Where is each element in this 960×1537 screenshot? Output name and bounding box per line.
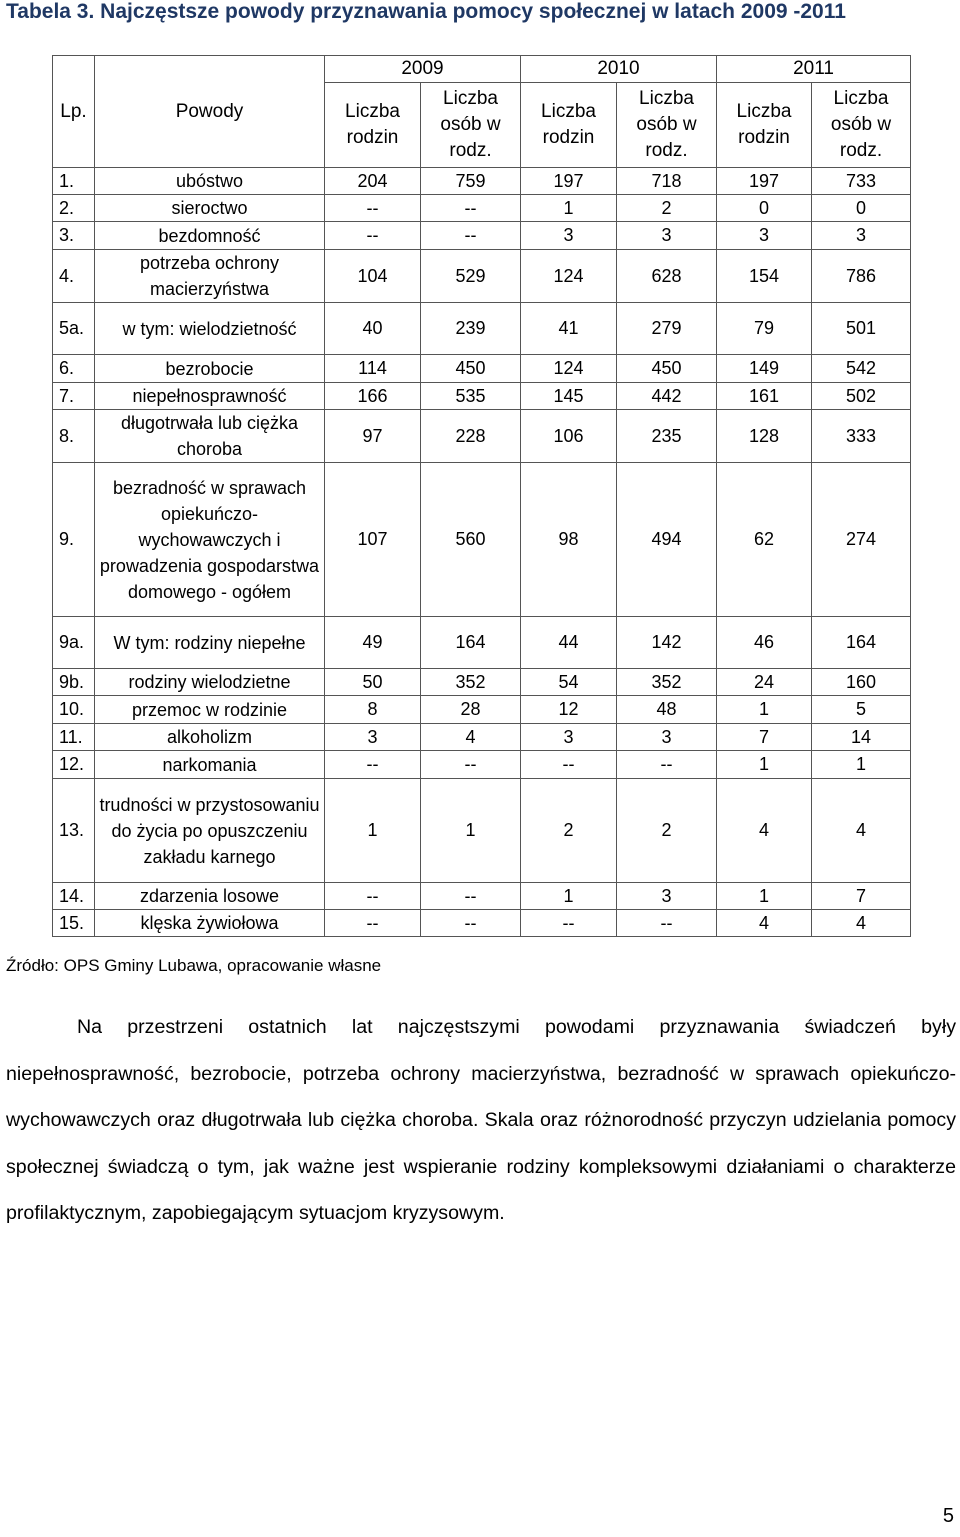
row-lp: 13. (53, 779, 95, 883)
header-subcol: Liczba rodzin (717, 83, 812, 168)
table-row (53, 617, 911, 669)
row-lp: 9. (53, 463, 95, 617)
row-value: 107 (325, 463, 421, 617)
row-value: -- (325, 222, 421, 250)
row-value: 4 (717, 779, 812, 883)
row-lp: 6. (53, 355, 95, 383)
row-value: -- (421, 195, 521, 222)
row-value: 164 (421, 617, 521, 669)
header-subcol: Liczba osób w rodz. (617, 83, 717, 168)
row-lp: 14. (53, 883, 95, 910)
row-value: 239 (421, 303, 521, 355)
row-value: 3 (717, 222, 812, 250)
row-value: 128 (717, 410, 812, 463)
row-lp: 9a. (53, 617, 95, 669)
row-value: 44 (521, 617, 617, 669)
row-reason: niepełnosprawność (95, 383, 325, 410)
row-value: -- (325, 195, 421, 222)
row-value: 79 (717, 303, 812, 355)
row-reason: W tym: rodziny niepełne (95, 617, 325, 669)
row-value: 352 (421, 669, 521, 696)
row-value: 3 (617, 724, 717, 751)
row-value: 450 (617, 355, 717, 383)
row-value: 197 (717, 168, 812, 195)
row-value: 14 (812, 724, 911, 751)
row-value: 4 (812, 910, 911, 937)
row-value: 145 (521, 383, 617, 410)
row-reason: w tym: wielodzietność (95, 303, 325, 355)
source-note: Źródło: OPS Gminy Lubawa, opracowanie własne (6, 956, 382, 975)
row-value: 114 (325, 355, 421, 383)
row-reason: przemoc w rodzinie (95, 696, 325, 724)
table-row (53, 168, 911, 195)
row-reason: rodziny wielodzietne (95, 669, 325, 696)
row-value: 154 (717, 250, 812, 303)
table-title: Tabela 3. Najczęstsze powody przyznawania pomocy społecznej w latach 2009 -2011 (6, 0, 846, 23)
row-value: 1 (521, 883, 617, 910)
row-value: 628 (617, 250, 717, 303)
row-reason: bezradność w sprawach opiekuńczo-wychowawczych i prowadzenia gospodarstwa domowego - ogółem (95, 463, 325, 617)
row-lp: 11. (53, 724, 95, 751)
row-value: 3 (617, 883, 717, 910)
row-value: 535 (421, 383, 521, 410)
row-value: 2 (617, 195, 717, 222)
row-value: 7 (717, 724, 812, 751)
row-value: -- (325, 883, 421, 910)
header-year: 2009 (325, 56, 521, 83)
row-value: 97 (325, 410, 421, 463)
row-value: 786 (812, 250, 911, 303)
row-value: 12 (521, 696, 617, 724)
row-value: 718 (617, 168, 717, 195)
table-row (53, 383, 911, 410)
row-reason: klęska żywiołowa (95, 910, 325, 937)
table-row (53, 910, 911, 937)
row-value: 733 (812, 168, 911, 195)
header-year: 2010 (521, 56, 717, 83)
row-value: 149 (717, 355, 812, 383)
row-value: 5 (812, 696, 911, 724)
row-value: 1 (717, 751, 812, 779)
row-value: 279 (617, 303, 717, 355)
row-value: 501 (812, 303, 911, 355)
row-value: 333 (812, 410, 911, 463)
row-lp: 3. (53, 222, 95, 250)
row-value: 3 (521, 222, 617, 250)
row-value: 4 (421, 724, 521, 751)
row-value: 2 (617, 779, 717, 883)
row-lp: 1. (53, 168, 95, 195)
row-value: 124 (521, 355, 617, 383)
row-value: 494 (617, 463, 717, 617)
row-value: 28 (421, 696, 521, 724)
row-value: 62 (717, 463, 812, 617)
table-row (53, 724, 911, 751)
row-value: 142 (617, 617, 717, 669)
row-value: 759 (421, 168, 521, 195)
row-value: -- (521, 910, 617, 937)
table-row (53, 410, 911, 463)
row-reason: alkoholizm (95, 724, 325, 751)
row-value: 1 (717, 883, 812, 910)
row-value: -- (617, 910, 717, 937)
row-value: 50 (325, 669, 421, 696)
row-value: 4 (812, 779, 911, 883)
table-row (53, 303, 911, 355)
row-value: 46 (717, 617, 812, 669)
table-row (53, 463, 911, 617)
row-value: 98 (521, 463, 617, 617)
summary-paragraph: Na przestrzeni ostatnich lat najczęstszymi powodami przyznawania świadczeń były niepełnosprawność, bezrobocie, potrzeba ochrony macierzyństwa, bezradność w sprawach opiekuńczo-wychowawczych oraz długotrwała lub ciężka choroba. Skala oraz różnorodność przyczyn udzielania pomocy społecznej świadczą o tym, jak ważne jest wspieranie rodziny kompleksowymi działaniami o charakterze profilaktycznym, zapobiegającym sytuacjom kryzysowym. (6, 1016, 956, 1224)
row-value: 7 (812, 883, 911, 910)
row-lp: 2. (53, 195, 95, 222)
row-value: 3 (521, 724, 617, 751)
row-lp: 9b. (53, 669, 95, 696)
row-value: 1 (717, 696, 812, 724)
row-value: -- (421, 751, 521, 779)
row-value: 1 (325, 779, 421, 883)
row-reason: bezdomność (95, 222, 325, 250)
row-value: 104 (325, 250, 421, 303)
table-row (53, 751, 911, 779)
row-value: 1 (421, 779, 521, 883)
reasons-table (52, 55, 911, 937)
row-value: -- (421, 222, 521, 250)
row-value: 160 (812, 669, 911, 696)
row-value: 1 (521, 195, 617, 222)
row-lp: 8. (53, 410, 95, 463)
table-row (53, 195, 911, 222)
row-lp: 5a. (53, 303, 95, 355)
row-value: 529 (421, 250, 521, 303)
row-value: 49 (325, 617, 421, 669)
row-value: -- (325, 910, 421, 937)
row-value: 164 (812, 617, 911, 669)
row-value: 48 (617, 696, 717, 724)
header-lp: Lp. (53, 56, 95, 168)
row-value: 197 (521, 168, 617, 195)
table-row (53, 222, 911, 250)
row-value: 502 (812, 383, 911, 410)
row-value: 235 (617, 410, 717, 463)
row-value: 124 (521, 250, 617, 303)
row-value: 204 (325, 168, 421, 195)
row-value: 166 (325, 383, 421, 410)
row-value: 542 (812, 355, 911, 383)
row-reason: narkomania (95, 751, 325, 779)
table-row (53, 669, 911, 696)
row-reason: bezrobocie (95, 355, 325, 383)
row-reason: potrzeba ochrony macierzyństwa (95, 250, 325, 303)
page-number: 5 (942, 1505, 954, 1527)
table-body (53, 168, 911, 937)
row-lp: 4. (53, 250, 95, 303)
row-value: 41 (521, 303, 617, 355)
header-subcol: Liczba osób w rodz. (812, 83, 911, 168)
row-value: 106 (521, 410, 617, 463)
header-subcol: Liczba rodzin (325, 83, 421, 168)
header-reason: Powody (95, 56, 325, 168)
row-value: 450 (421, 355, 521, 383)
row-value: 54 (521, 669, 617, 696)
row-reason: zdarzenia losowe (95, 883, 325, 910)
table-row (53, 883, 911, 910)
row-value: 0 (812, 195, 911, 222)
row-value: -- (521, 751, 617, 779)
row-value: 274 (812, 463, 911, 617)
row-value: 442 (617, 383, 717, 410)
row-reason: długotrwała lub ciężka choroba (95, 410, 325, 463)
table-row (53, 696, 911, 724)
row-value: -- (325, 751, 421, 779)
row-value: 8 (325, 696, 421, 724)
table-row (53, 355, 911, 383)
row-value: 560 (421, 463, 521, 617)
row-value: -- (421, 883, 521, 910)
row-lp: 15. (53, 910, 95, 937)
row-value: 24 (717, 669, 812, 696)
table-row (53, 250, 911, 303)
row-value: 3 (812, 222, 911, 250)
row-lp: 12. (53, 751, 95, 779)
row-reason: trudności w przystosowaniu do życia po opuszczeniu zakładu karnego (95, 779, 325, 883)
row-value: 3 (325, 724, 421, 751)
row-value: 2 (521, 779, 617, 883)
row-value: 228 (421, 410, 521, 463)
row-lp: 7. (53, 383, 95, 410)
row-value: 161 (717, 383, 812, 410)
row-value: 352 (617, 669, 717, 696)
row-value: 3 (617, 222, 717, 250)
header-year: 2011 (717, 56, 911, 83)
row-reason: ubóstwo (95, 168, 325, 195)
row-value: 4 (717, 910, 812, 937)
row-value: 0 (717, 195, 812, 222)
header-subcol: Liczba osób w rodz. (421, 83, 521, 168)
row-value: 40 (325, 303, 421, 355)
row-reason: sieroctwo (95, 195, 325, 222)
header-subcol: Liczba rodzin (521, 83, 617, 168)
row-lp: 10. (53, 696, 95, 724)
row-value: -- (421, 910, 521, 937)
row-value: 1 (812, 751, 911, 779)
row-value: -- (617, 751, 717, 779)
table-row (53, 779, 911, 883)
